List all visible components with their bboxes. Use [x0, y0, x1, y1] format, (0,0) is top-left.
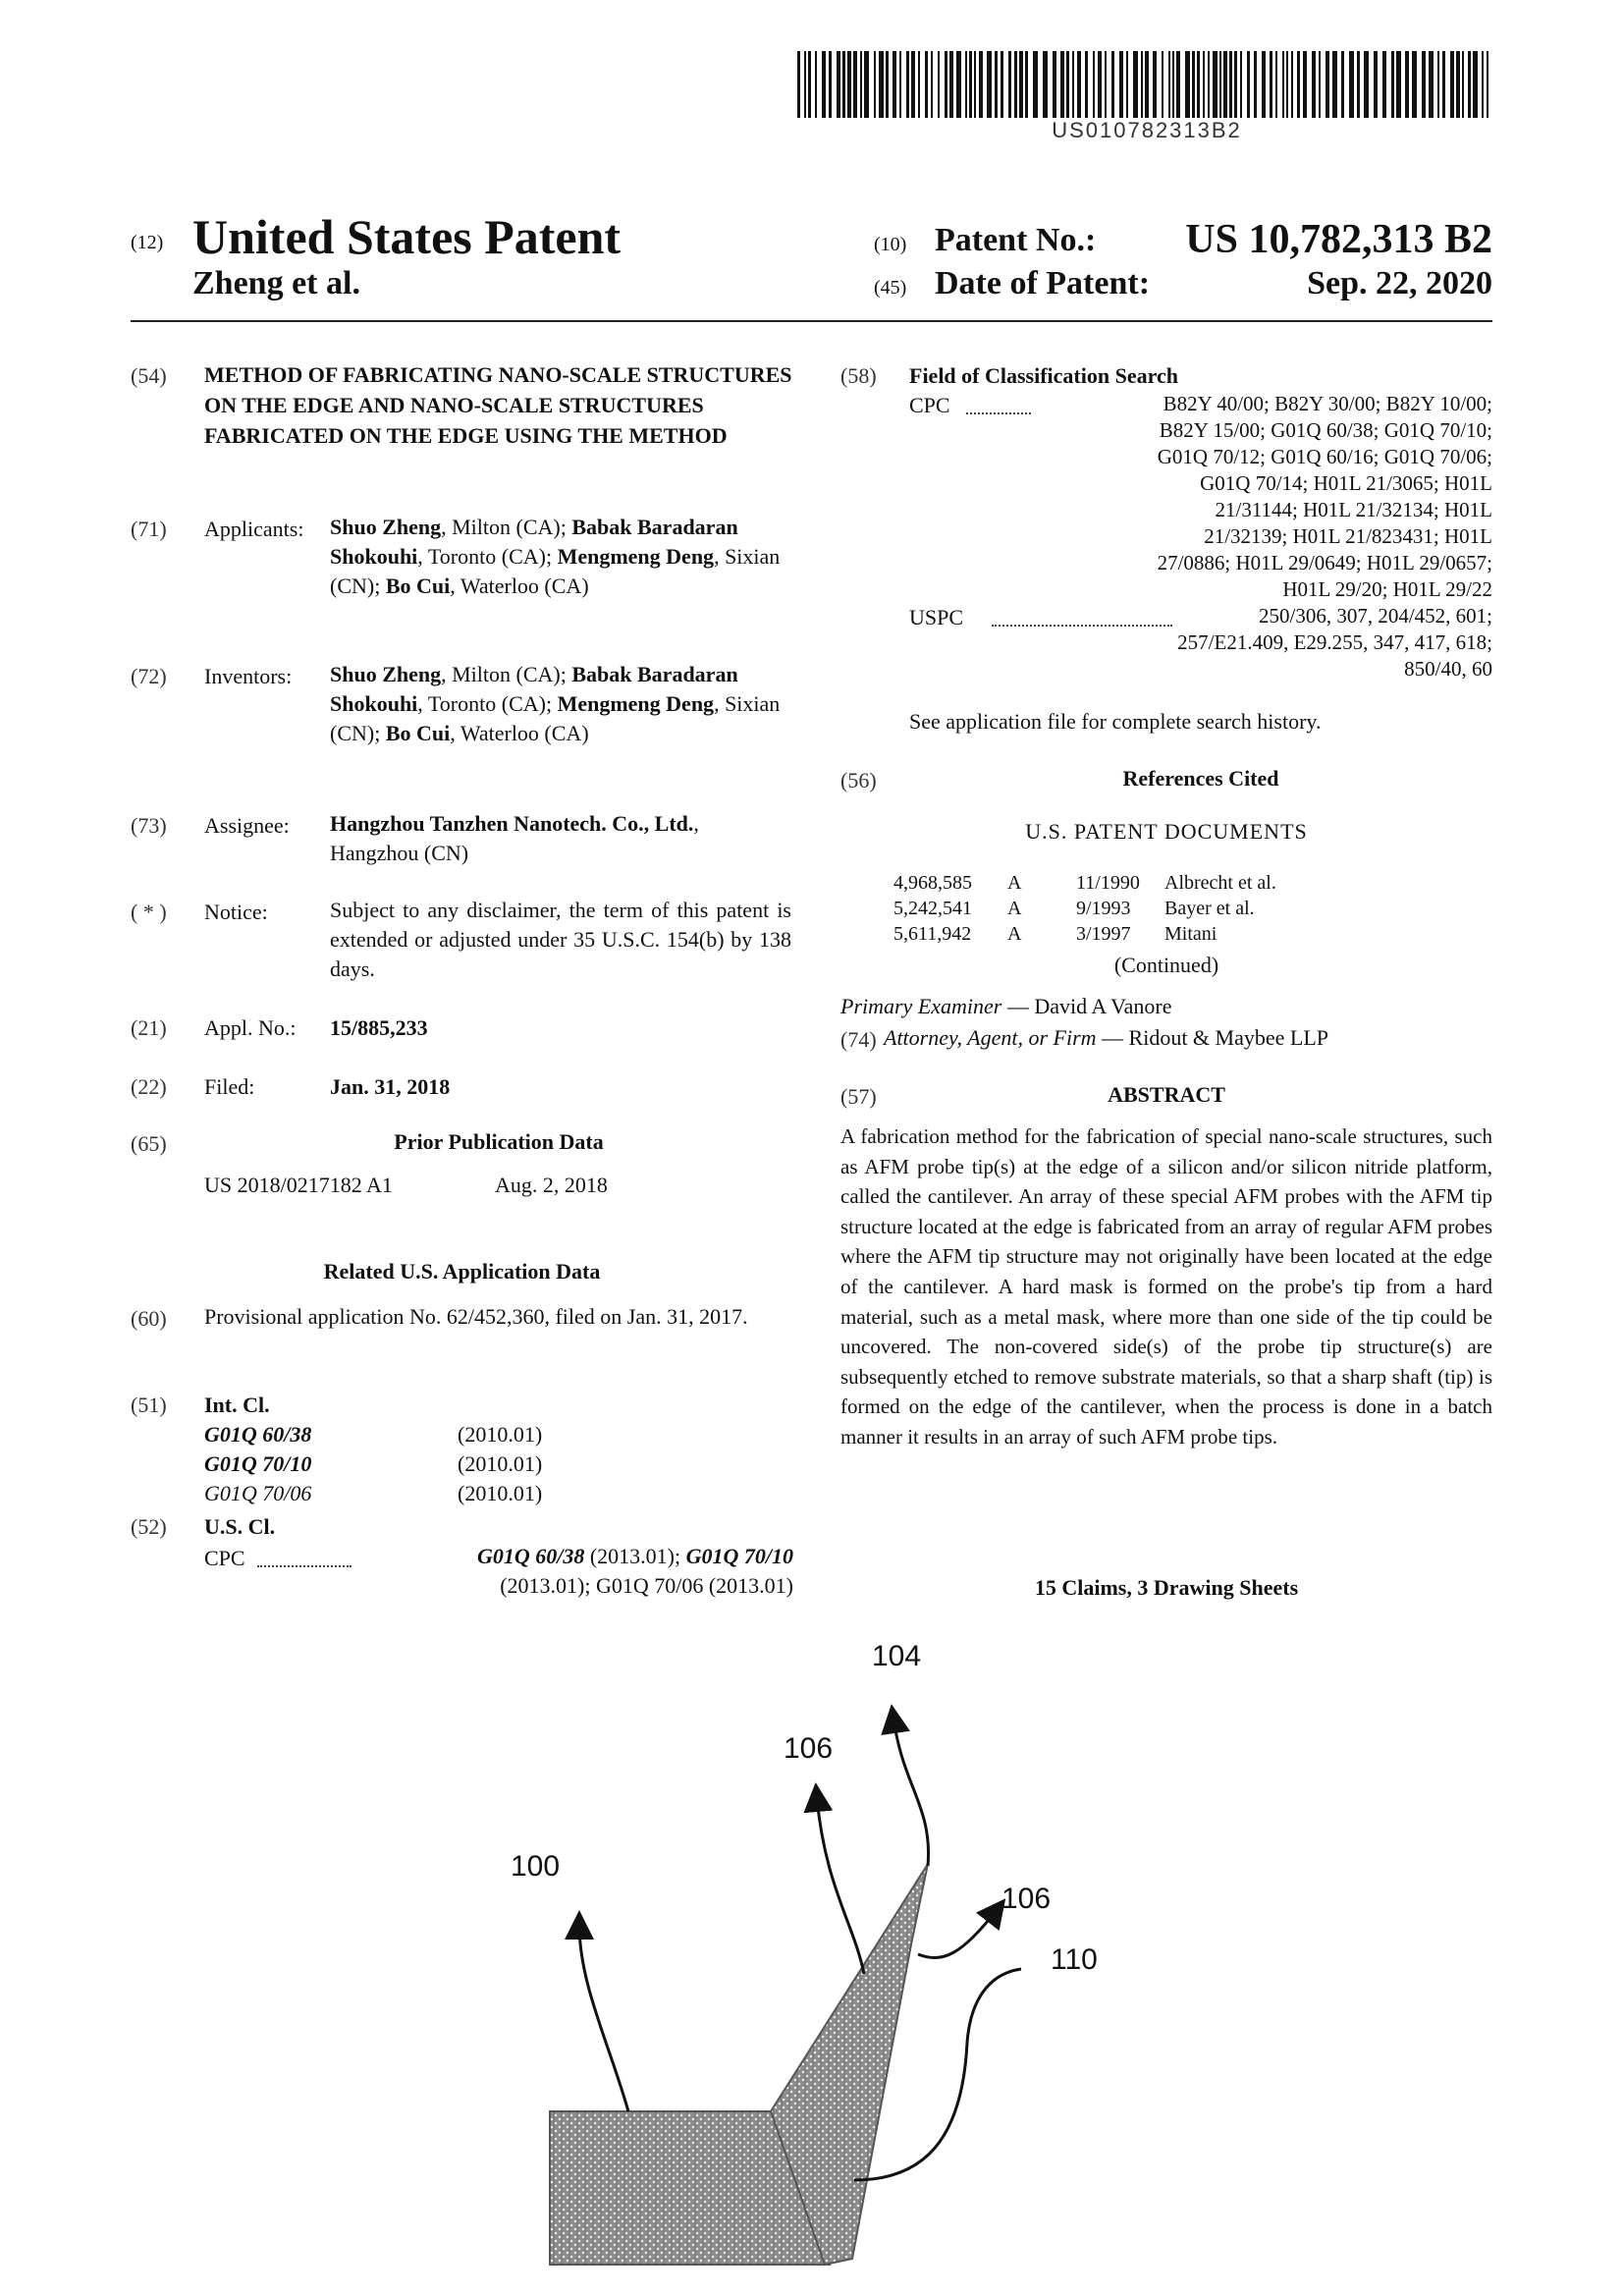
barcode-bar: [1162, 51, 1163, 118]
cpc-class-line: 27/0886; H01L 29/0649; H01L 29/0657;: [1157, 551, 1492, 574]
barcode-number: US010782313B2: [1052, 118, 1242, 142]
barcode-bar: [1297, 51, 1300, 118]
filed-date: Jan. 31, 2018: [330, 1074, 451, 1099]
field-code: (58): [840, 363, 877, 388]
barcode-bar: [1229, 51, 1232, 118]
barcode-bar: [1473, 51, 1478, 118]
assignee-location: , Hangzhou (CN): [330, 811, 699, 865]
examiner-name: — David A Vanore: [1001, 994, 1172, 1018]
cpc-label: CPC: [909, 393, 950, 417]
assignee-label: Assignee:: [204, 813, 290, 838]
inventor-location: , Sixian (CN);: [330, 691, 781, 745]
barcode-bar: [1053, 51, 1056, 118]
cpc-class-line: H01L 29/20; H01L 29/22: [1282, 577, 1492, 601]
barcode: [797, 51, 1496, 118]
barcode-bar: [911, 51, 915, 118]
leader-100: [579, 1925, 628, 2111]
barcode-bar: [1033, 51, 1038, 118]
assignee: [330, 809, 791, 868]
leader-106-top: [817, 1797, 864, 1974]
inventor-location: , Milton (CA);: [441, 662, 572, 686]
label-106-right: 106: [1001, 1883, 1052, 1915]
us-cl-cpc-line1: [353, 1542, 793, 1571]
us-cl-class: G01Q 60/38: [476, 1544, 585, 1568]
barcode-bar: [804, 51, 806, 118]
barcode-bar: [1319, 51, 1321, 118]
barcode-bar: [1396, 51, 1401, 118]
barcode-bar: [1185, 51, 1190, 118]
inventor-name: Mengmeng Deng: [557, 691, 715, 716]
patent-date: Sep. 22, 2020: [1307, 265, 1492, 301]
barcode-bar: [1412, 51, 1417, 118]
prior-publication: US 2018/0217182 A1: [204, 1173, 393, 1197]
barcode-bar: [1270, 51, 1272, 118]
abstract-code: (57): [840, 1084, 877, 1109]
barcode-bar: [1332, 51, 1337, 118]
filed-label: Filed:: [204, 1074, 255, 1099]
barcode-bar: [1093, 51, 1095, 118]
barcode-bar: [1192, 51, 1195, 118]
barcode-bar: [1119, 51, 1123, 118]
barcode-bar: [1060, 51, 1064, 118]
ref-kind: A: [1007, 923, 1022, 945]
barcode-bar: [1442, 51, 1445, 118]
barcode-bar: [837, 51, 840, 118]
barcode-bar: [1240, 51, 1242, 118]
inventors-code: (72): [131, 664, 167, 688]
barcode-bar: [949, 51, 953, 118]
barcode-bar: [987, 51, 992, 118]
barcode-bar: [1429, 51, 1434, 118]
barcode-bar: [1172, 51, 1174, 118]
barcode-bar: [1312, 51, 1316, 118]
appl-code: (21): [131, 1015, 167, 1040]
int-cl-class: G01Q 70/10: [204, 1451, 312, 1476]
attorney-name: — Ridout & Maybee LLP: [1096, 1025, 1329, 1050]
refs-continued: (Continued): [1113, 953, 1219, 977]
patent-no-code: (10): [874, 234, 907, 255]
barcode-bar: [945, 51, 947, 118]
barcode-bar: [1072, 51, 1074, 118]
barcode-bar: [918, 51, 920, 118]
ref-name: Mitani: [1164, 923, 1217, 945]
applicant-location: , Milton (CA);: [441, 515, 572, 539]
abstract-title: ABSTRACT: [1108, 1082, 1225, 1107]
applicants-code: (71): [131, 517, 167, 541]
examiner-label: Primary Examiner: [840, 994, 1002, 1018]
applicant-location: , Sixian (CN);: [330, 544, 781, 598]
barcode-bar: [1325, 51, 1329, 118]
barcode-bar: [1043, 51, 1048, 118]
see-application: See application file for complete search history.: [909, 709, 1322, 734]
attorney: [884, 1023, 1492, 1053]
barcode-bar: [1145, 51, 1149, 118]
barcode-bar: [1357, 51, 1360, 118]
barcode-bar: [1019, 51, 1023, 118]
barcode-bar: [1247, 51, 1250, 118]
barcode-bar: [1077, 51, 1081, 118]
barcode-bar: [1085, 51, 1088, 118]
leader-106-right: [918, 1910, 997, 1958]
abstract-text: A fabrication method for the fabrication of special nano-scale structures, such as AFM probe tip(s) at the edge of a silicon and/or silicon nitride platform, called the cantilever. An array of these special AFM probes with the AFM tip structure located at the edge is fabricated from an array of regular AFM probes where the AFM tip structure may not originally have been located at the edge of the cantilever. A hard mask is formed on the probe's tip from a hard material, such as a metal mask, where more than one side of the tip could be uncovered. The non-covered side(s) of the probe tip structure(s) are subsequently etched to remove substrate materials, so that a sharp shaft (tip) is formed on the edge of the cantilever, when the process is done in a batch manner it results in an array of such AFM probe tips.: [840, 1124, 1492, 1449]
label-110: 110: [1051, 1943, 1098, 1976]
leader-104: [893, 1719, 929, 1866]
barcode-bar: [938, 51, 940, 118]
barcode-bar: [956, 51, 961, 118]
barcode-bar: [1382, 51, 1386, 118]
uspc-class-line: 250/306, 307, 204/452, 601;: [1258, 604, 1492, 628]
barcode-bar: [1105, 51, 1107, 118]
notice-text: Subject to any disclaimer, the term of this patent is extended or adjusted under 35 U.S.C. 154(b) by 138 days.: [330, 898, 791, 981]
inventor-name: Babak Baradaran Shokouhi: [330, 662, 738, 716]
cpc-class-line: G01Q 70/14; H01L 21/3065; H01L: [1200, 471, 1492, 495]
prior-title: Prior Publication Data: [394, 1129, 604, 1154]
barcode-bar: [1219, 51, 1221, 118]
applicants-list: [330, 513, 791, 601]
barcode-bar: [829, 51, 832, 118]
applicant-location: , Toronto (CA);: [417, 544, 558, 569]
refs-code: (56): [840, 768, 877, 793]
barcode-bar: [1213, 51, 1217, 118]
ref-name: Bayer et al.: [1164, 898, 1255, 919]
barcode-bar: [797, 51, 800, 118]
barcode-bar: [1234, 51, 1237, 118]
barcode-bar: [1364, 51, 1369, 118]
applicants-label: Applicants:: [204, 517, 304, 541]
header-rule: [131, 320, 1492, 322]
barcode-bar: [925, 51, 928, 118]
barcode-bar: [1141, 51, 1143, 118]
assignee-name: Hangzhou Tanzhen Nanotech. Co., Ltd.: [330, 811, 694, 836]
ref-number: 5,242,541: [893, 898, 972, 919]
barcode-bar: [860, 51, 862, 118]
barcode-bar: [1482, 51, 1484, 118]
notice-label: Notice:: [204, 900, 268, 924]
prior-code: (65): [131, 1131, 167, 1156]
attorney-label: Attorney, Agent, or Firm: [884, 1025, 1097, 1050]
barcode-bar: [853, 51, 857, 118]
barcode-bar: [1462, 51, 1464, 118]
barcode-bar: [1025, 51, 1028, 118]
barcode-bar: [899, 51, 901, 118]
barcode-bar: [1450, 51, 1454, 118]
label-104: 104: [872, 1640, 922, 1672]
applicant-name: Shuo Zheng: [330, 515, 442, 539]
barcode-bar: [1341, 51, 1344, 118]
barcode-bar: [1111, 51, 1114, 118]
ref-name: Albrecht et al.: [1164, 872, 1276, 894]
ref-kind: A: [1007, 898, 1022, 919]
barcode-bar: [1405, 51, 1409, 118]
uspc-class-line: 850/40, 60: [1404, 657, 1492, 681]
field-title: Field of Classification Search: [909, 363, 1178, 388]
us-cl-cpc-label: CPC: [204, 1546, 245, 1570]
barcode-bar: [864, 51, 869, 118]
attorney-code: (74): [840, 1027, 877, 1052]
int-cl-class: G01Q 60/38: [204, 1422, 312, 1447]
label-106-top: 106: [784, 1732, 834, 1765]
barcode-bar: [808, 51, 811, 118]
barcode-bar: [847, 51, 851, 118]
barcode-bar: [1468, 51, 1471, 118]
inventors-list: [330, 660, 791, 748]
barcode-bar: [1008, 51, 1011, 118]
barcode-bar: [1133, 51, 1138, 118]
barcode-bar: [1422, 51, 1426, 118]
cpc-class-line: B82Y 40/00; B82Y 30/00; B82Y 10/00;: [1163, 392, 1492, 415]
applicant-name: Babak Baradaran Shokouhi: [330, 515, 738, 569]
applicant-location: , Waterloo (CA): [450, 574, 589, 598]
label-100: 100: [511, 1850, 561, 1883]
barcode-bar: [1437, 51, 1439, 118]
barcode-bar: [874, 51, 876, 118]
cpc-class-line: 21/32139; H01L 21/823431; H01L: [1204, 524, 1492, 548]
us-cl-label: U.S. Cl.: [204, 1514, 276, 1539]
ref-date: 9/1993: [1076, 898, 1131, 919]
uspc-class-line: 257/E21.409, E29.255, 347, 417, 618;: [1177, 630, 1492, 654]
barcode-bar: [1286, 51, 1288, 118]
barcode-bar: [995, 51, 998, 118]
barcode-bar: [1303, 51, 1307, 118]
figure-drawing: [471, 1630, 1159, 2288]
barcode-bar: [1391, 51, 1394, 118]
refs-title: References Cited: [1122, 766, 1279, 791]
barcode-bar: [1275, 51, 1277, 118]
date-label: Date of Patent:: [935, 265, 1151, 301]
applicant-name: Mengmeng Deng: [557, 544, 715, 569]
applicant-name: Bo Cui: [385, 574, 451, 598]
patent-no: US 10,782,313 B2: [1185, 217, 1492, 262]
barcode-bar: [974, 51, 976, 118]
barcode-graphic: [797, 51, 1496, 118]
barcode-bar: [893, 51, 896, 118]
int-cl-label: Int. Cl.: [204, 1393, 270, 1417]
us-cl-class: G01Q 70/10: [685, 1544, 793, 1568]
barcode-bar: [815, 51, 817, 118]
filed-code: (22): [131, 1074, 167, 1099]
appl-number: 15/885,233: [330, 1015, 428, 1040]
barcode-bar: [1203, 51, 1205, 118]
ref-date: 11/1990: [1076, 872, 1140, 894]
inventor-location: , Waterloo (CA): [450, 721, 589, 745]
barcode-bar: [1197, 51, 1200, 118]
examiner: [840, 992, 1492, 1021]
barcode-bar: [1176, 51, 1180, 118]
barcode-bar: [1098, 51, 1102, 118]
cpc-class-line: G01Q 70/12; G01Q 60/16; G01Q 70/06;: [1157, 445, 1492, 468]
barcode-bar: [1349, 51, 1354, 118]
ref-number: 5,611,942: [893, 923, 972, 945]
barcode-bar: [1282, 51, 1284, 118]
prior-date: Aug. 2, 2018: [495, 1173, 608, 1197]
barcode-bar: [965, 51, 967, 118]
barcode-bar: [1254, 51, 1257, 118]
us-cl-cpc-line2: (2013.01); G01Q 70/06 (2013.01): [500, 1573, 793, 1598]
barcode-bar: [1223, 51, 1227, 118]
ref-number: 4,968,585: [893, 872, 972, 894]
barcode-bar: [969, 51, 972, 118]
barcode-bar: [1126, 51, 1128, 118]
barcode-bar: [1262, 51, 1266, 118]
barcode-bar: [1153, 51, 1157, 118]
us-docs-title: U.S. PATENT DOCUMENTS: [1025, 819, 1308, 844]
patent-no-label: Patent No.:: [935, 222, 1097, 258]
date-code: (45): [874, 277, 907, 299]
barcode-bar: [1291, 51, 1293, 118]
int-cl-class: G01Q 70/06: [204, 1481, 312, 1505]
figure: [471, 1630, 1159, 2288]
int-cl-version: (2010.01): [458, 1422, 543, 1447]
ref-kind: A: [1007, 872, 1022, 894]
ref-date: 3/1997: [1076, 923, 1131, 945]
inventor-name: Shuo Zheng: [330, 662, 442, 686]
related-title: Related U.S. Application Data: [323, 1259, 601, 1284]
notice-code: ( * ): [131, 900, 167, 924]
cpc-class-list: [982, 391, 1492, 603]
authors: Zheng et al.: [192, 265, 360, 301]
inventor-location: , Toronto (CA);: [417, 691, 558, 716]
barcode-bar: [886, 51, 889, 118]
barcode-bar: [979, 51, 983, 118]
barcode-bar: [1487, 51, 1488, 118]
us-cl-version: (2013.01);: [584, 1544, 686, 1568]
us-cl-code: (52): [131, 1514, 167, 1539]
us-cl-cpc-leader: [257, 1565, 352, 1567]
int-cl-version: (2010.01): [458, 1481, 543, 1505]
int-cl-version: (2010.01): [458, 1451, 543, 1476]
uspc-label: USPC: [909, 605, 964, 629]
title-code: (54): [131, 363, 167, 388]
barcode-bar: [842, 51, 845, 118]
provisional-text: Provisional application No. 62/452,360, filed on Jan. 31, 2017.: [204, 1304, 748, 1329]
doc-type: United States Patent: [192, 209, 622, 264]
appl-label: Appl. No.:: [204, 1015, 297, 1040]
barcode-bar: [1168, 51, 1170, 118]
barcode-bar: [1001, 51, 1003, 118]
barcode-bar: [1014, 51, 1017, 118]
barcode-bar: [1456, 51, 1460, 118]
barcode-bar: [931, 51, 933, 118]
uspc-class-list: [982, 603, 1492, 683]
barcode-bar: [1374, 51, 1378, 118]
barcode-bar: [906, 51, 909, 118]
inventor-name: Bo Cui: [385, 721, 451, 745]
claims-line: 15 Claims, 3 Drawing Sheets: [1034, 1575, 1299, 1600]
barcode-bar: [1208, 51, 1210, 118]
doc-type-code: (12): [131, 232, 164, 253]
barcode-bar: [822, 51, 826, 118]
assignee-code: (73): [131, 813, 167, 838]
cpc-class-line: 21/31144; H01L 21/32134; H01L: [1215, 498, 1492, 521]
int-cl-code: (51): [131, 1393, 167, 1417]
barcode-bar: [879, 51, 884, 118]
cpc-class-line: B82Y 15/00; G01Q 60/38; G01Q 70/10;: [1159, 418, 1492, 442]
provisional-code: (60): [131, 1306, 167, 1331]
inventors-label: Inventors:: [204, 664, 293, 688]
patent-title: METHOD OF FABRICATING NANO-SCALE STRUCTURES ON THE EDGE AND NANO-SCALE STRUCTURES FABRICATED ON THE EDGE USING THE METHOD: [204, 362, 792, 448]
barcode-bar: [1066, 51, 1069, 118]
